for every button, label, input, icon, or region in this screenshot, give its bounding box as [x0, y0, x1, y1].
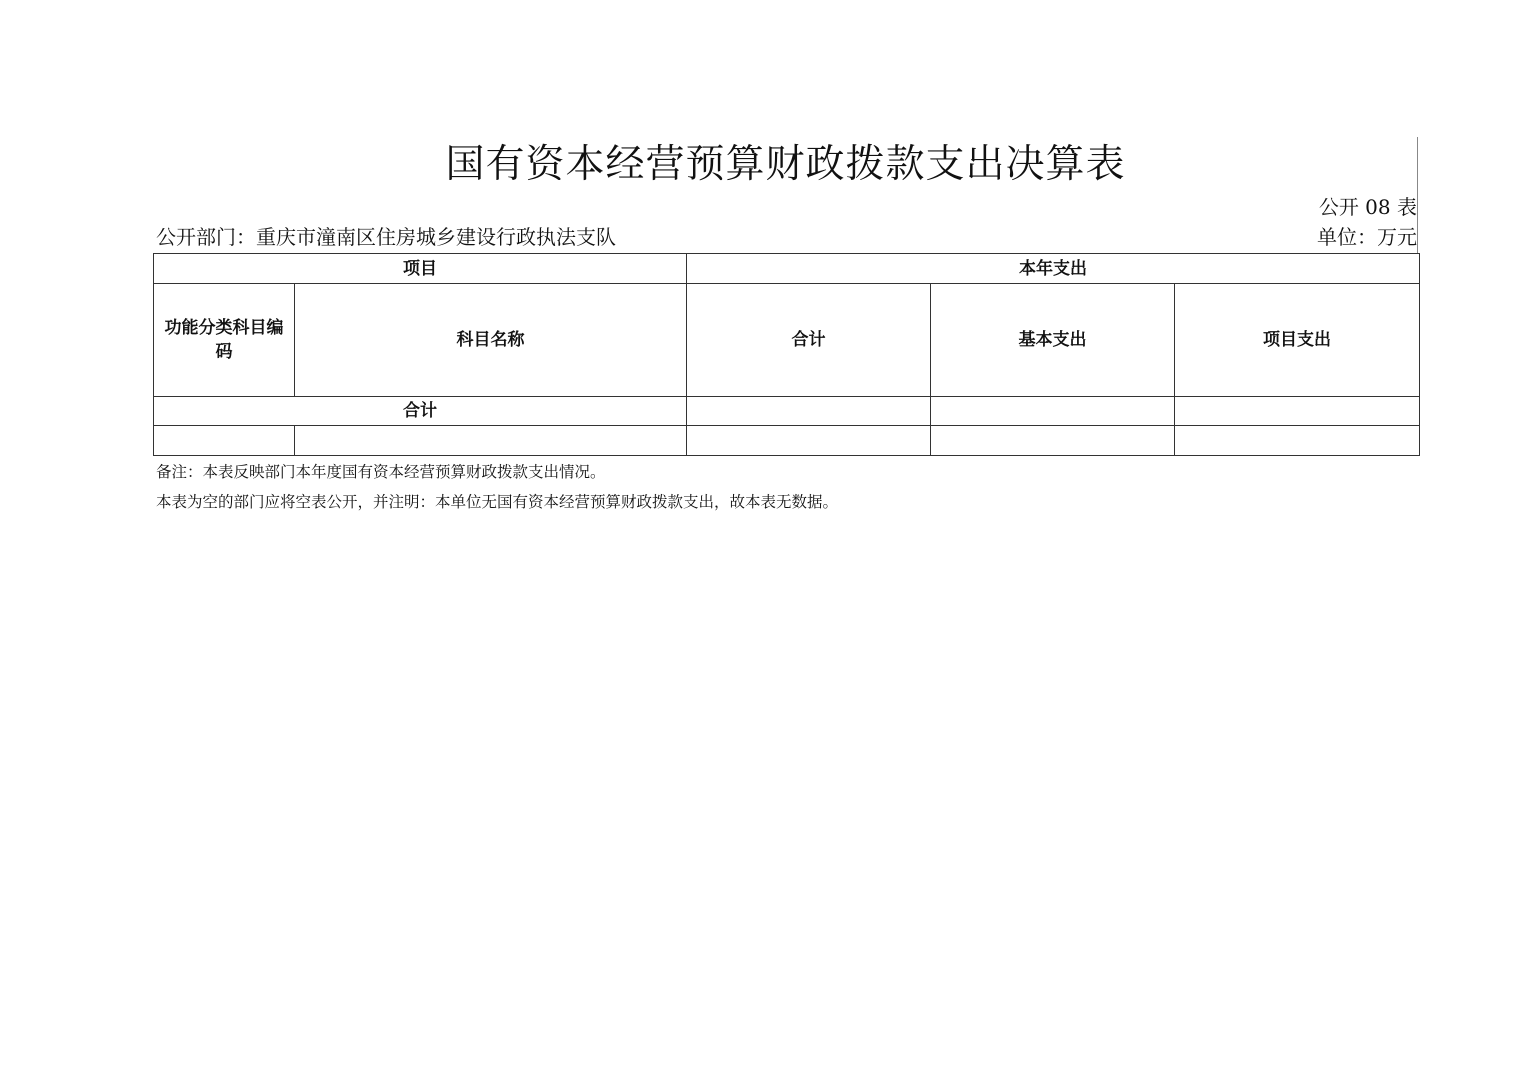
total-row-basic-cell [931, 397, 1175, 426]
basic-column-header: 基本支出 [931, 284, 1175, 397]
item-group-header: 项目 [154, 254, 687, 284]
total-row-project-cell [1175, 397, 1420, 426]
page-title: 国有资本经营预算财政拨款支出决算表 [445, 142, 1126, 187]
code-column-header: 功能分类科目编码 [154, 284, 295, 397]
project-column-header: 项目支出 [1175, 284, 1420, 397]
form-number: 公开 08 表 [1318, 195, 1417, 219]
table-group-header-row [154, 254, 1420, 284]
table-row [154, 426, 1420, 456]
department-label: 公开部门：重庆市潼南区住房城乡建设行政执法支队 [156, 225, 616, 249]
row-name-cell [295, 426, 687, 456]
unit-label: 单位：万元 [1317, 225, 1417, 249]
row-project-cell [1175, 426, 1420, 456]
budget-table [153, 253, 1420, 456]
name-column-header: 科目名称 [295, 284, 687, 397]
total-row-label: 合计 [154, 397, 687, 426]
row-total-cell [687, 426, 931, 456]
total-row-total-cell [687, 397, 931, 426]
total-row [154, 397, 1420, 426]
note-line-2: 本表为空的部门应将空表公开，并注明：本单位无国有资本经营预算财政拨款支出，故本表无数据。 [156, 493, 839, 511]
current-year-expense-header: 本年支出 [687, 254, 1420, 284]
note-line-1: 备注：本表反映部门本年度国有资本经营预算财政拨款支出情况。 [156, 463, 606, 481]
row-code-cell [154, 426, 295, 456]
total-column-header: 合计 [687, 284, 931, 397]
table-column-header-row [154, 284, 1420, 397]
row-basic-cell [931, 426, 1175, 456]
